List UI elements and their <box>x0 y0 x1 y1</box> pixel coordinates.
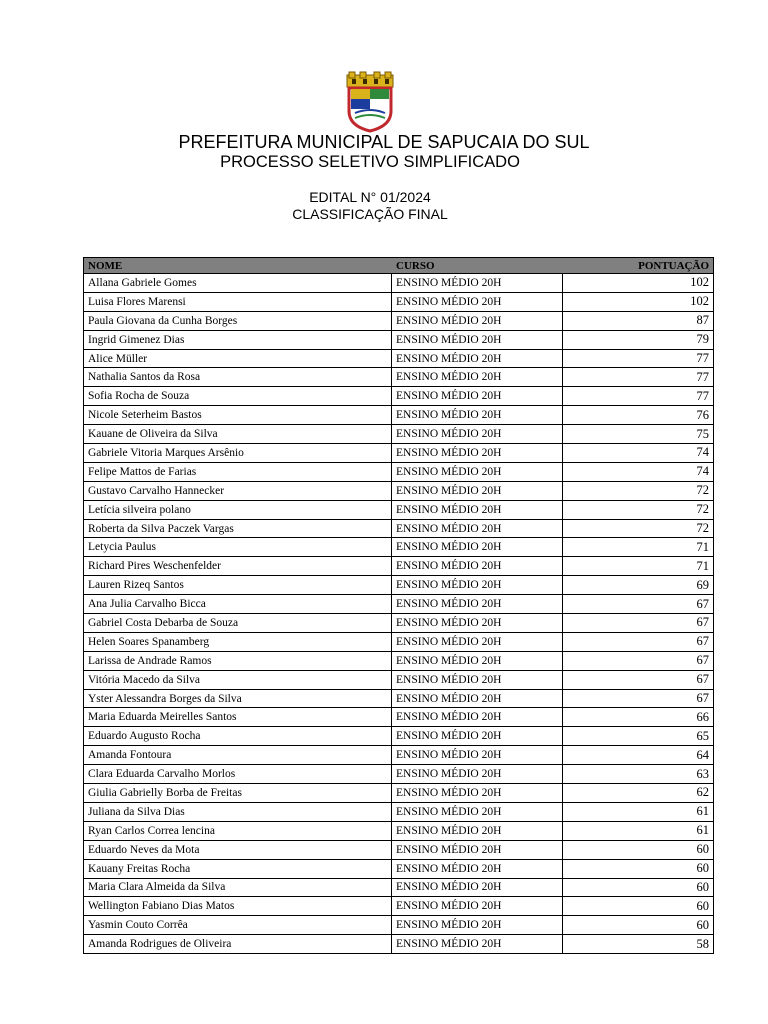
table-row <box>83 727 714 746</box>
cell-name: Eduardo Neves da Mota <box>83 841 392 860</box>
cell-course: ENSINO MÉDIO 20H <box>392 822 563 841</box>
cell-name: Letycia Paulus <box>83 538 392 557</box>
cell-name: Letícia silveira polano <box>83 501 392 520</box>
cell-score: 77 <box>563 368 714 387</box>
table-row <box>83 879 714 898</box>
table-row <box>83 331 714 350</box>
cell-course: ENSINO MÉDIO 20H <box>392 406 563 425</box>
cell-name: Gustavo Carvalho Hannecker <box>83 482 392 501</box>
cell-name: Juliana da Silva Dias <box>83 803 392 822</box>
cell-course: ENSINO MÉDIO 20H <box>392 350 563 369</box>
cell-score: 71 <box>563 557 714 576</box>
cell-name: Larissa de Andrade Ramos <box>83 652 392 671</box>
cell-name: Felipe Mattos de Farias <box>83 463 392 482</box>
cell-score: 67 <box>563 690 714 709</box>
cell-course: ENSINO MÉDIO 20H <box>392 916 563 935</box>
table-row <box>83 576 714 595</box>
cell-name: Vitória Macedo da Silva <box>83 671 392 690</box>
cell-course: ENSINO MÉDIO 20H <box>392 482 563 501</box>
cell-course: ENSINO MÉDIO 20H <box>392 538 563 557</box>
table-row <box>83 501 714 520</box>
table-row <box>83 935 714 954</box>
cell-course: ENSINO MÉDIO 20H <box>392 879 563 898</box>
cell-name: Allana Gabriele Gomes <box>83 274 392 293</box>
cell-name: Ana Julia Carvalho Bicca <box>83 595 392 614</box>
table-row <box>83 368 714 387</box>
cell-score: 102 <box>563 293 714 312</box>
cell-score: 77 <box>563 350 714 369</box>
cell-course: ENSINO MÉDIO 20H <box>392 746 563 765</box>
table-row <box>83 350 714 369</box>
table-row <box>83 538 714 557</box>
cell-score: 72 <box>563 482 714 501</box>
table-row <box>83 916 714 935</box>
cell-score: 72 <box>563 501 714 520</box>
cell-course: ENSINO MÉDIO 20H <box>392 463 563 482</box>
cell-name: Kauany Freitas Rocha <box>83 860 392 879</box>
cell-course: ENSINO MÉDIO 20H <box>392 501 563 520</box>
classification-title: CLASSIFICAÇÃO FINAL <box>292 206 448 222</box>
cell-score: 66 <box>563 708 714 727</box>
table-row <box>83 690 714 709</box>
cell-course: ENSINO MÉDIO 20H <box>392 671 563 690</box>
cell-name: Ingrid Gimenez Dias <box>83 331 392 350</box>
cell-name: Ryan Carlos Correa lencina <box>83 822 392 841</box>
cell-course: ENSINO MÉDIO 20H <box>392 784 563 803</box>
cell-course: ENSINO MÉDIO 20H <box>392 727 563 746</box>
cell-name: Nicole Seterheim Bastos <box>83 406 392 425</box>
cell-course: ENSINO MÉDIO 20H <box>392 633 563 652</box>
cell-name: Maria Eduarda Meirelles Santos <box>83 708 392 727</box>
cell-score: 64 <box>563 746 714 765</box>
table-row <box>83 293 714 312</box>
cell-name: Kauane de Oliveira da Silva <box>83 425 392 444</box>
cell-name: Yster Alessandra Borges da Silva <box>83 690 392 709</box>
cell-course: ENSINO MÉDIO 20H <box>392 841 563 860</box>
cell-score: 79 <box>563 331 714 350</box>
page-subtitle: PROCESSO SELETIVO SIMPLIFICADO <box>220 153 520 171</box>
table-row <box>83 520 714 539</box>
table-row <box>83 595 714 614</box>
cell-course: ENSINO MÉDIO 20H <box>392 595 563 614</box>
cell-course: ENSINO MÉDIO 20H <box>392 425 563 444</box>
table-row <box>83 614 714 633</box>
cell-score: 63 <box>563 765 714 784</box>
cell-course: ENSINO MÉDIO 20H <box>392 935 563 954</box>
cell-course: ENSINO MÉDIO 20H <box>392 331 563 350</box>
cell-name: Alice Müller <box>83 350 392 369</box>
table-row <box>83 784 714 803</box>
cell-score: 60 <box>563 879 714 898</box>
cell-name: Lauren Rizeq Santos <box>83 576 392 595</box>
cell-score: 60 <box>563 897 714 916</box>
cell-score: 67 <box>563 633 714 652</box>
cell-course: ENSINO MÉDIO 20H <box>392 293 563 312</box>
cell-score: 87 <box>563 312 714 331</box>
table-row <box>83 652 714 671</box>
table-row <box>83 444 714 463</box>
cell-name: Amanda Rodrigues de Oliveira <box>83 935 392 954</box>
cell-course: ENSINO MÉDIO 20H <box>392 520 563 539</box>
table-row <box>83 708 714 727</box>
cell-name: Helen Soares Spanamberg <box>83 633 392 652</box>
table-row <box>83 841 714 860</box>
edital-number: EDITAL N° 01/2024 <box>309 189 431 205</box>
cell-course: ENSINO MÉDIO 20H <box>392 274 563 293</box>
cell-score: 60 <box>563 860 714 879</box>
cell-score: 67 <box>563 595 714 614</box>
cell-name: Wellington Fabiano Dias Matos <box>83 897 392 916</box>
cell-score: 74 <box>563 463 714 482</box>
cell-course: ENSINO MÉDIO 20H <box>392 387 563 406</box>
table-row <box>83 482 714 501</box>
cell-name: Gabriel Costa Debarba de Souza <box>83 614 392 633</box>
table-row <box>83 746 714 765</box>
cell-score: 62 <box>563 784 714 803</box>
cell-course: ENSINO MÉDIO 20H <box>392 444 563 463</box>
cell-course: ENSINO MÉDIO 20H <box>392 708 563 727</box>
cell-name: Giulia Gabrielly Borba de Freitas <box>83 784 392 803</box>
cell-name: Maria Clara Almeida da Silva <box>83 879 392 898</box>
cell-course: ENSINO MÉDIO 20H <box>392 765 563 784</box>
cell-course: ENSINO MÉDIO 20H <box>392 614 563 633</box>
cell-name: Gabriele Vitoria Marques Arsênio <box>83 444 392 463</box>
table-row <box>83 387 714 406</box>
cell-score: 61 <box>563 822 714 841</box>
cell-score: 77 <box>563 387 714 406</box>
cell-name: Eduardo Augusto Rocha <box>83 727 392 746</box>
cell-course: ENSINO MÉDIO 20H <box>392 897 563 916</box>
table-row <box>83 425 714 444</box>
table-header-row <box>83 257 714 274</box>
table-row <box>83 557 714 576</box>
table-row <box>83 463 714 482</box>
cell-name: Paula Giovana da Cunha Borges <box>83 312 392 331</box>
cell-course: ENSINO MÉDIO 20H <box>392 860 563 879</box>
cell-name: Amanda Fontoura <box>83 746 392 765</box>
column-header-name: NOME <box>83 257 392 274</box>
cell-course: ENSINO MÉDIO 20H <box>392 803 563 822</box>
cell-score: 69 <box>563 576 714 595</box>
table-row <box>83 897 714 916</box>
cell-course: ENSINO MÉDIO 20H <box>392 576 563 595</box>
table-row <box>83 860 714 879</box>
table-row <box>83 671 714 690</box>
cell-name: Yasmin Couto Corrêa <box>83 916 392 935</box>
cell-score: 102 <box>563 274 714 293</box>
cell-score: 65 <box>563 727 714 746</box>
cell-name: Richard Pires Weschenfelder <box>83 557 392 576</box>
cell-name: Clara Eduarda Carvalho Morlos <box>83 765 392 784</box>
table-row <box>83 822 714 841</box>
cell-score: 67 <box>563 671 714 690</box>
table-row <box>83 633 714 652</box>
table-row <box>83 765 714 784</box>
table-row <box>83 803 714 822</box>
cell-score: 76 <box>563 406 714 425</box>
column-header-score: PONTUAÇÃO <box>563 257 714 274</box>
cell-score: 67 <box>563 614 714 633</box>
page-title: PREFEITURA MUNICIPAL DE SAPUCAIA DO SUL <box>178 132 590 152</box>
cell-course: ENSINO MÉDIO 20H <box>392 652 563 671</box>
cell-score: 60 <box>563 841 714 860</box>
results-table <box>83 257 714 954</box>
column-header-course: CURSO <box>392 257 563 274</box>
cell-score: 75 <box>563 425 714 444</box>
cell-score: 60 <box>563 916 714 935</box>
table-row <box>83 312 714 331</box>
cell-score: 67 <box>563 652 714 671</box>
cell-score: 72 <box>563 520 714 539</box>
table-row <box>83 406 714 425</box>
cell-course: ENSINO MÉDIO 20H <box>392 557 563 576</box>
cell-score: 71 <box>563 538 714 557</box>
cell-name: Sofia Rocha de Souza <box>83 387 392 406</box>
cell-name: Roberta da Silva Paczek Vargas <box>83 520 392 539</box>
cell-score: 61 <box>563 803 714 822</box>
cell-score: 58 <box>563 935 714 954</box>
cell-course: ENSINO MÉDIO 20H <box>392 690 563 709</box>
cell-score: 74 <box>563 444 714 463</box>
cell-name: Nathalia Santos da Rosa <box>83 368 392 387</box>
table-row <box>83 274 714 293</box>
cell-course: ENSINO MÉDIO 20H <box>392 368 563 387</box>
municipal-crest-icon <box>343 71 397 133</box>
cell-name: Luisa Flores Marensi <box>83 293 392 312</box>
cell-course: ENSINO MÉDIO 20H <box>392 312 563 331</box>
